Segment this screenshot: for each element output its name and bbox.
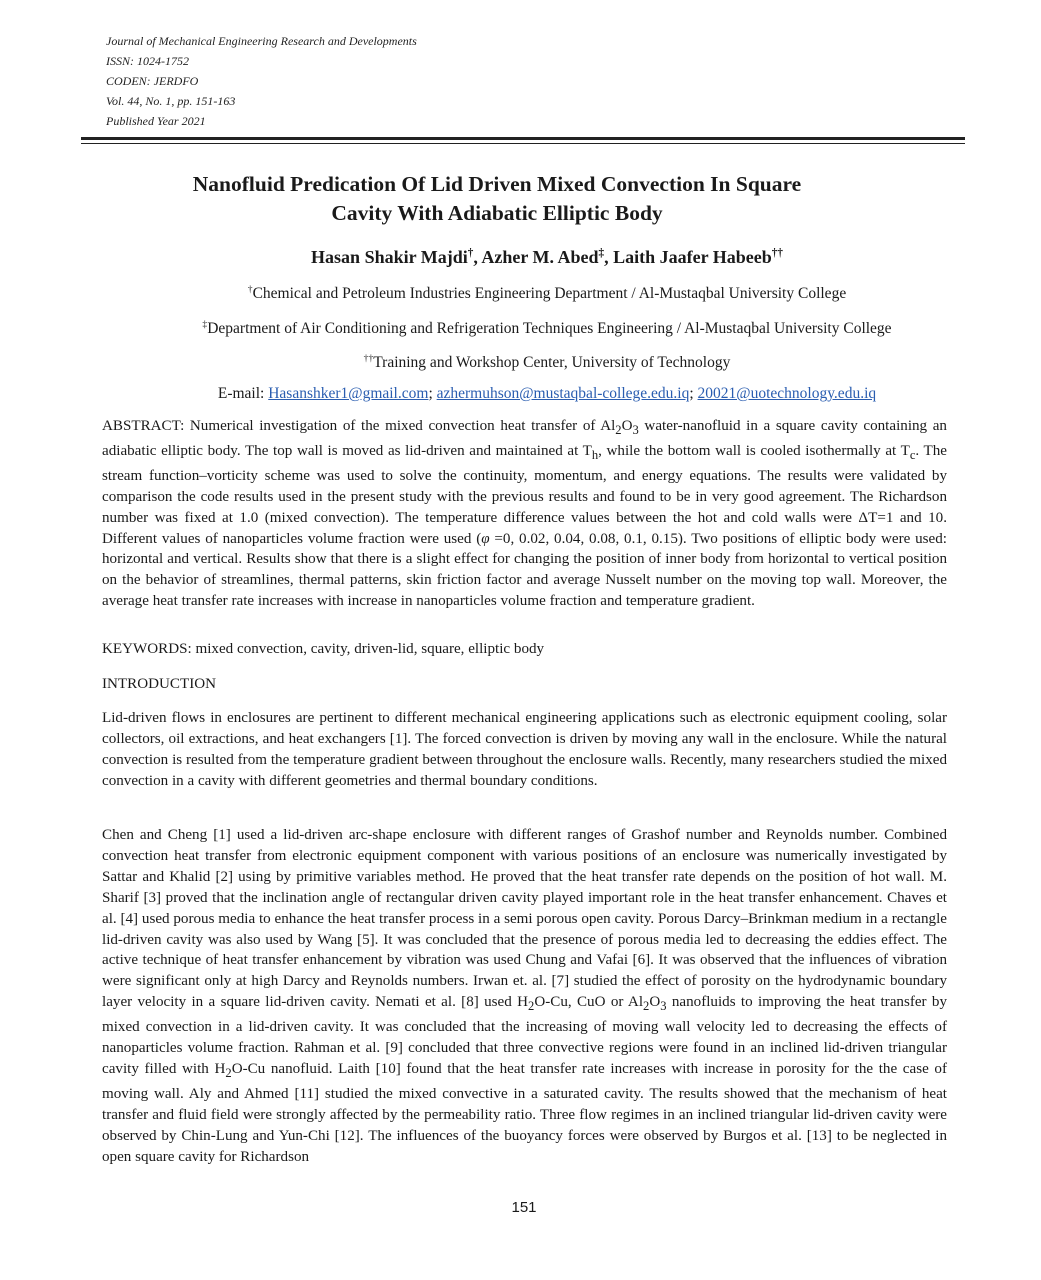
email-label: E-mail: — [217, 385, 269, 402]
abstract-text: water-nanofluid in a square cavity containing an adiabatic elliptic body. The top wall is moved as lid-driven and maintained at T — [102, 418, 947, 459]
intro-paragraph-2 — [102, 825, 947, 1168]
subscript: 3 — [660, 999, 667, 1014]
journal-name: Journal of Mechanical Engineering Research and Developments — [106, 34, 417, 48]
intro-text: O-Cu, CuO or Al — [534, 994, 644, 1011]
affiliation-mark: † — [247, 284, 253, 295]
affiliation-mark: ‡ — [202, 319, 208, 330]
email-separator: ; — [689, 385, 698, 402]
intro-text: Chen and Cheng [1] used a lid-driven arc-shape enclosure with different ranges of Grashof number and Reynolds number. Combined convection heat transfer from electronic equipment component with various positions of an enclosure was numerically investigated by Sattar and Khalid [2] using by primitive variables method. He proved that the heat transfer rate depends on the position of hot wall. M. Sharif [3] proved that the inclination angle of rectangular driven cavity played important role in the heat transfer enhancement. Chaves et al. [4] used porous media to enhance the heat transfer process in a semi porous open cavity. Porous Darcy–Brinkman medium in a rectangle lid-driven cavity was also used by Wang [5]. It was concluded that the presence of porous media led to decreasing the eddies effect. The active technique of heat transfer enhancement by vibration was used Chung and Vafai [6]. It was observed that the influences of vibration were significant only at high Darcy and Reynolds numbers. Irwan et. al. [7] studied the effect of porosity on the hydrodynamic boundary layer velocity in a square lid-driven cavity. Nemati et al. [8] used H — [102, 827, 947, 1011]
paper-title — [100, 170, 894, 228]
abstract-text: ABSTRACT: Numerical investigation of the mixed convection heat transfer of Al — [102, 418, 616, 434]
journal-published: Published Year 2021 — [106, 114, 206, 128]
subscript: 3 — [632, 423, 639, 438]
subscript: 2 — [225, 1066, 232, 1080]
abstract-text: O — [621, 418, 633, 434]
subscript: c — [909, 447, 916, 462]
title-line-2: Cavity With Adiabatic Elliptic Body — [331, 201, 663, 225]
author-separator: , — [473, 247, 482, 267]
email-link-3[interactable]: 20021@uotechnology.edu.iq — [697, 385, 877, 402]
affiliation-2 — [60, 314, 1034, 340]
abstract-text: =0, 0.02, 0.04, 0.08, 0.1, 0.15). Two positions of elliptic body were used: horizontal and vertical. Results show that there is a slight effect for changing the position of inner body from horizontal to vertical position on the behavior of streamlines, thermal patterns, skin friction factor and average Nusselt number on the moving top wall. Moreover, the average heat transfer rate increases with increase in nanoparticles volume fraction and temperature gradient. — [102, 530, 947, 610]
author-3-mark: †† — [771, 247, 783, 259]
affiliation-text: Chemical and Petroleum Industries Engineering Department / Al-Mustaqbal University College — [252, 285, 847, 303]
affiliation-mark: †† — [363, 353, 374, 364]
intro-text: O-Cu nanofluid. Laith [10] found that the heat transfer rate increases with increase in porosity for the the case of moving wall. Aly and Ahmed [11] studied the mixed convective in a saturated cavity. The results showed that the mechanism of heat transfer and fluid field were strongly affected by the permeability ratio. Three flow regimes in an inclined triangular lid-driven cavity were observed by Chin-Lung and Yun-Chi [12]. The influences of the buoyancy forces were observed by Burgos et al. [13] to be neglected in open square cavity for Richardson — [102, 1060, 947, 1165]
email-separator: ; — [428, 385, 437, 402]
author-2: Azher M. Abed — [481, 247, 599, 267]
subscript: 2 — [615, 423, 622, 438]
title-line-1: Nanofluid Predication Of Lid Driven Mixed Convection In Square — [192, 172, 802, 196]
author-list — [100, 240, 994, 270]
author-1-mark: † — [467, 247, 474, 259]
affiliation-text: Training and Workshop Center, University of Technology — [373, 354, 731, 372]
affiliation-3 — [60, 348, 1034, 374]
abstract-text: . The stream function–vorticity scheme was used to solve the continuity, momentum, and energy equations. The results were validated by comparison the code results used in the present study with the previous results and found to be in very good agreement. The Richardson number was fixed at 1.0 (mixed convection). The temperature difference values between the hot and cold walls were ΔT=1 and 10. Different values of nanoparticles volume fraction were used ( — [102, 442, 947, 547]
author-separator: , — [604, 247, 614, 267]
abstract-text: , while the bottom wall is cooled isothermally at T — [598, 442, 910, 459]
intro-text: nanofluids to improving the heat transfer by mixed convection in a lid-driven cavity. It was concluded that the increasing of moving wall velocity led to decreasing the effects of nanoparticles volume fraction. Rahman et al. [9] concluded that three convective regions were found in an inclined lid-driven triangular cavity filled with H — [102, 994, 948, 1077]
email-link-2[interactable]: azhermuhson@mustaqbal-college.edu.iq — [436, 385, 690, 402]
journal-issn: ISSN: 1024-1752 — [106, 54, 189, 68]
subscript: 2 — [528, 999, 535, 1014]
author-2-mark: ‡ — [598, 247, 605, 259]
page-number: 151 — [511, 1199, 537, 1216]
affiliation-1 — [60, 279, 1034, 305]
subscript: 2 — [643, 999, 650, 1014]
author-1: Hasan Shakir Majdi — [311, 247, 468, 267]
subscript: h — [591, 447, 599, 462]
abstract — [102, 416, 947, 612]
journal-volume: Vol. 44, No. 1, pp. 151-163 — [106, 94, 236, 108]
affiliation-text: Department of Air Conditioning and Refrigeration Techniques Engineering / Al-Mustaqbal University College — [207, 320, 892, 338]
journal-coden: CODEN: JERDFO — [106, 74, 199, 88]
author-3: Laith Jaafer Habeeb — [613, 247, 772, 267]
email-link-1[interactable]: Hasanshker1@gmail.com — [268, 385, 429, 402]
email-line — [60, 383, 1034, 405]
header-rule-thick — [81, 137, 965, 140]
keywords: KEYWORDS: mixed convection, cavity, driven-lid, square, elliptic body — [102, 641, 545, 657]
header-rule-thin — [81, 143, 965, 144]
intro-paragraph-1: Lid-driven flows in enclosures are pertinent to different mechanical engineering applications such as electronic equipment cooling, solar collectors, oil extractions, and heat exchangers [1]. The forced convection is driven by moving any wall in the enclosure. While the natural convection is resulted from the temperature gradient between throughout the enclosure walls. Recently, many researchers studied the mixed convection in a cavity with different geometries and thermal boundary conditions. — [102, 710, 947, 789]
journal-header — [106, 31, 417, 131]
intro-text: O — [649, 994, 661, 1011]
introduction-heading: INTRODUCTION — [102, 676, 217, 692]
phi-symbol: φ — [481, 530, 490, 547]
